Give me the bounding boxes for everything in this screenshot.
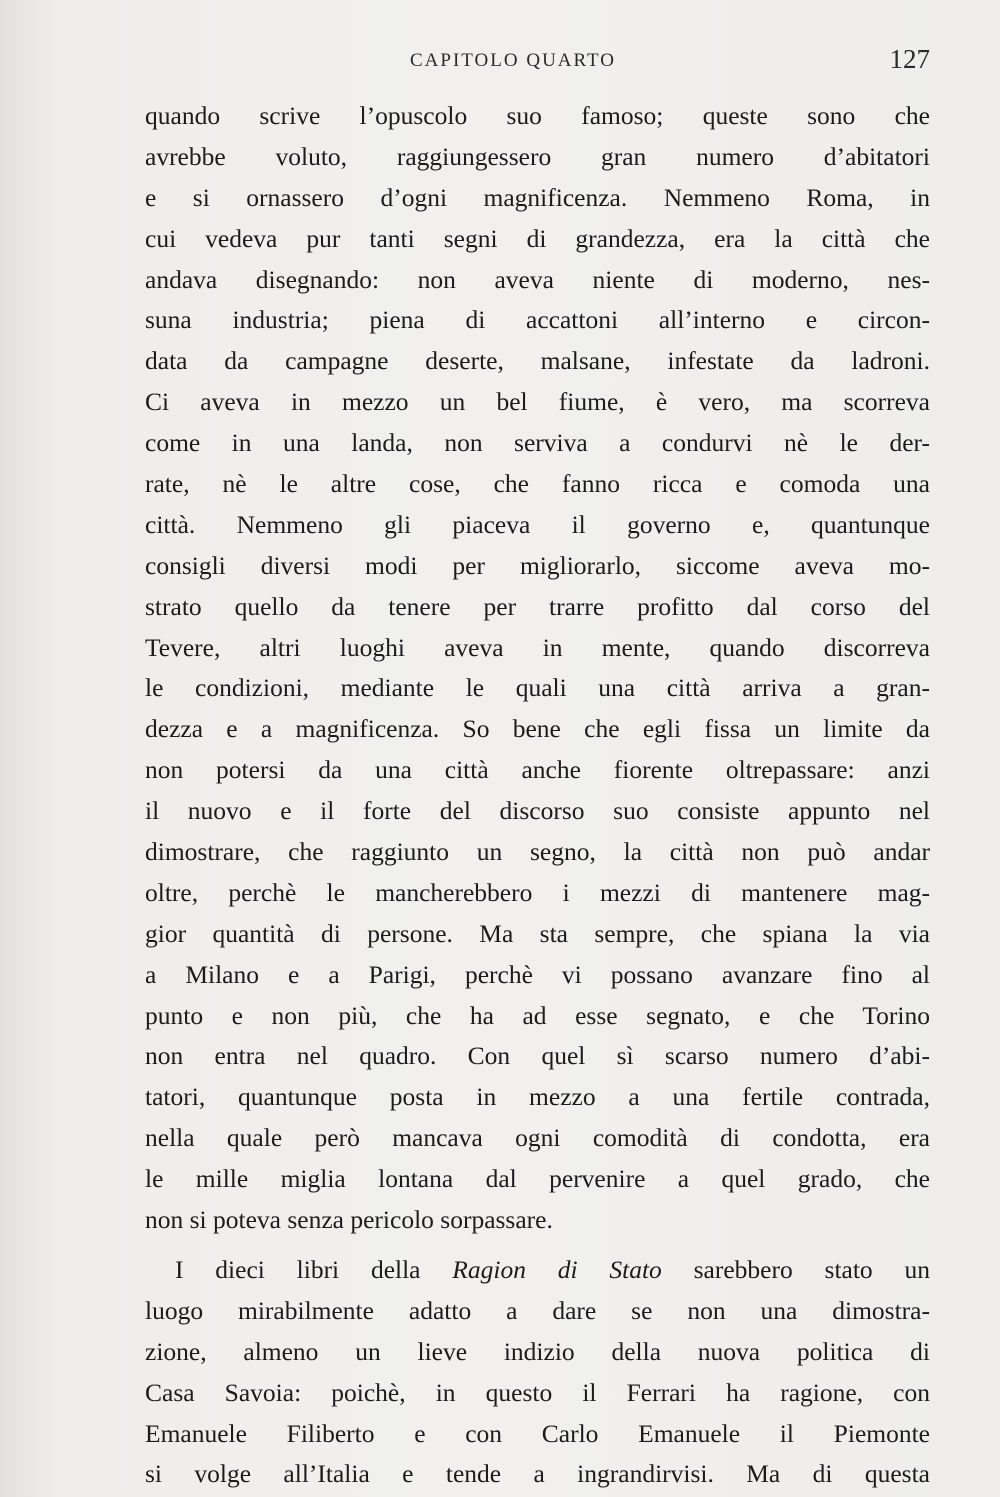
text-line: non si poteva senza pericolo sorpassare. bbox=[145, 1205, 553, 1235]
text-line: dimostrare, che raggiunto un segno, la città non può andar bbox=[145, 837, 930, 867]
text-line: le condizioni, mediante le quali una città arriva a gran- bbox=[145, 673, 930, 703]
text-line: zione, almeno un lieve indizio della nuova politica di bbox=[145, 1336, 930, 1366]
text-line: si volge all’Italia e tende a ingrandirvisi. Ma di questa bbox=[145, 1459, 930, 1489]
body-text bbox=[145, 96, 930, 1495]
text-line: Tevere, altri luoghi aveva in mente, quando discorreva bbox=[145, 632, 930, 662]
text-line: quando scrive l’opuscolo suo famoso; queste sono che bbox=[145, 101, 930, 130]
text-line: tatori, quantunque posta in mezzo a una fertile contrada, bbox=[145, 1082, 930, 1112]
page-number: 127 bbox=[889, 44, 930, 74]
text-run: I dieci libri della bbox=[175, 1254, 453, 1284]
text-line: oltre, perchè le mancherebbero i mezzi di mantenere mag- bbox=[145, 877, 930, 907]
text-line: città. Nemmeno gli piaceva il governo e, quantunque bbox=[145, 509, 930, 539]
text-line: nella quale però mancava ogni comodità di condotta, era bbox=[145, 1123, 930, 1153]
text-line: cui vedeva pur tanti segni di grandezza, era la città che bbox=[145, 223, 930, 253]
text-line: andava disegnando: non aveva niente di moderno, nes- bbox=[145, 264, 930, 294]
text-line: Casa Savoia: poichè, in questo il Ferrari ha ragione, con bbox=[145, 1377, 930, 1407]
text-line: gior quantità di persone. Ma sta sempre, che spiana la via bbox=[145, 918, 930, 948]
text-line: suna industria; piena di accattoni all’interno e circon- bbox=[145, 305, 930, 335]
paragraph-1 bbox=[145, 96, 930, 1241]
text-line: il nuovo e il forte del discorso suo consiste appunto nel bbox=[145, 796, 930, 826]
text-line: non potersi da una città anche fiorente oltrepassare: anzi bbox=[145, 755, 930, 785]
text-line: come in una landa, non serviva a condurvi nè le der- bbox=[145, 428, 930, 458]
text-run: sarebbero stato un bbox=[661, 1254, 930, 1284]
book-title: Ragion di Stato bbox=[452, 1254, 662, 1284]
text-line bbox=[145, 1250, 930, 1291]
running-head bbox=[145, 44, 930, 84]
paragraph-2 bbox=[145, 1250, 930, 1495]
text-line: non entra nel quadro. Con quel sì scarso numero d’abi- bbox=[145, 1041, 930, 1071]
text-line: strato quello da tenere per trarre profitto dal corso del bbox=[145, 591, 930, 621]
text-line: data da campagne deserte, malsane, infestate da ladroni. bbox=[145, 346, 930, 376]
text-line: avrebbe voluto, raggiungessero gran numero d’abitatori bbox=[145, 141, 930, 171]
text-line: e si ornassero d’ogni magnificenza. Nemmeno Roma, in bbox=[145, 182, 930, 212]
text-line: consigli diversi modi per migliorarlo, siccome aveva mo- bbox=[145, 550, 930, 580]
running-title: CAPITOLO QUARTO bbox=[410, 50, 617, 71]
text-line: le mille miglia lontana dal pervenire a quel grado, che bbox=[145, 1164, 930, 1194]
text-line: luogo mirabilmente adatto a dare se non una dimostra- bbox=[145, 1295, 930, 1325]
text-line: punto e non più, che ha ad esse segnato, e che Torino bbox=[145, 1000, 930, 1030]
text-line: a Milano e a Parigi, perchè vi possano avanzare fino al bbox=[145, 959, 930, 989]
text-line: Ci aveva in mezzo un bel fiume, è vero, ma scorreva bbox=[145, 387, 930, 417]
text-line: Emanuele Filiberto e con Carlo Emanuele il Piemonte bbox=[145, 1418, 930, 1448]
text-line: dezza e a magnificenza. So bene che egli fissa un limite da bbox=[145, 714, 930, 744]
text-line: rate, nè le altre cose, che fanno ricca e comoda una bbox=[145, 469, 930, 499]
